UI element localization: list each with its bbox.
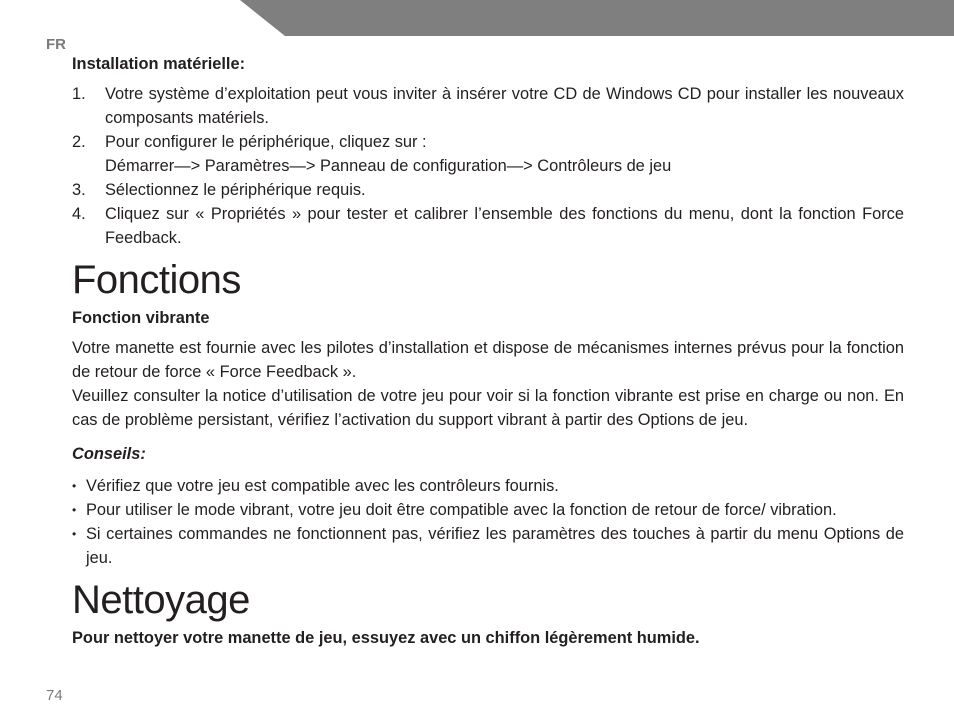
header-band-shape bbox=[240, 0, 954, 36]
cleaning-instruction: Pour nettoyer votre manette de jeu, essuyez avec un chiffon légèrement humide. bbox=[72, 629, 700, 647]
step-text: Sélectionnez le périphérique requis. bbox=[105, 181, 366, 199]
installation-heading: Installation matérielle: bbox=[72, 55, 246, 73]
step-path: Démarrer—> Paramètres—> Panneau de configuration—> Contrôleurs de jeu bbox=[105, 157, 672, 175]
step-number: 1. bbox=[72, 85, 86, 103]
section-title-nettoyage: Nettoyage bbox=[72, 578, 250, 622]
tip-text: Vérifiez que votre jeu est compatible avec les contrôleurs fournis. bbox=[86, 477, 559, 495]
header-band bbox=[0, 0, 954, 36]
tip-item bbox=[72, 522, 904, 570]
step-item bbox=[72, 202, 904, 250]
vibration-paragraph-2: Veuillez consulter la notice d’utilisation de votre jeu pour voir si la fonction vibrante est prise en charge ou non. En cas de problème persistant, vérifiez l’activation du support vibrant à partir des Options de jeu. bbox=[72, 387, 904, 429]
tips-heading: Conseils: bbox=[72, 445, 146, 463]
bullet-icon: • bbox=[72, 503, 77, 517]
step-number: 2. bbox=[72, 133, 86, 151]
page-content bbox=[72, 52, 904, 650]
tip-item bbox=[72, 498, 904, 522]
installation-steps bbox=[72, 82, 904, 250]
page-number: 74 bbox=[46, 687, 63, 704]
bullet-icon: • bbox=[72, 479, 77, 493]
tip-text: Si certaines commandes ne fonctionnent pas, vérifiez les paramètres des touches à partir du menu Options de jeu. bbox=[86, 525, 904, 567]
vibration-subheading: Fonction vibrante bbox=[72, 309, 210, 327]
step-item bbox=[72, 82, 904, 130]
section-title-fonctions: Fonctions bbox=[72, 258, 241, 302]
step-item bbox=[72, 178, 904, 202]
step-number: 4. bbox=[72, 205, 86, 223]
step-item bbox=[72, 130, 904, 178]
tip-text: Pour utiliser le mode vibrant, votre jeu doit être compatible avec la fonction de retour de force/ vibration. bbox=[86, 501, 837, 519]
tips-list bbox=[72, 474, 904, 570]
step-text: Cliquez sur « Propriétés » pour tester et calibrer l’ensemble des fonctions du menu, dont la fonction Force Feedback. bbox=[105, 205, 904, 247]
tip-item bbox=[72, 474, 904, 498]
step-number: 3. bbox=[72, 181, 86, 199]
language-tag: FR bbox=[46, 36, 66, 53]
bullet-icon: • bbox=[72, 527, 77, 541]
vibration-paragraph-1: Votre manette est fournie avec les pilotes d’installation et dispose de mécanismes internes prévus pour la fonction de retour de force « Force Feedback ». bbox=[72, 339, 904, 381]
step-text: Votre système d’exploitation peut vous inviter à insérer votre CD de Windows CD pour installer les nouveaux composants matériels. bbox=[105, 85, 904, 127]
step-text: Pour configurer le périphérique, cliquez sur : bbox=[105, 133, 427, 151]
